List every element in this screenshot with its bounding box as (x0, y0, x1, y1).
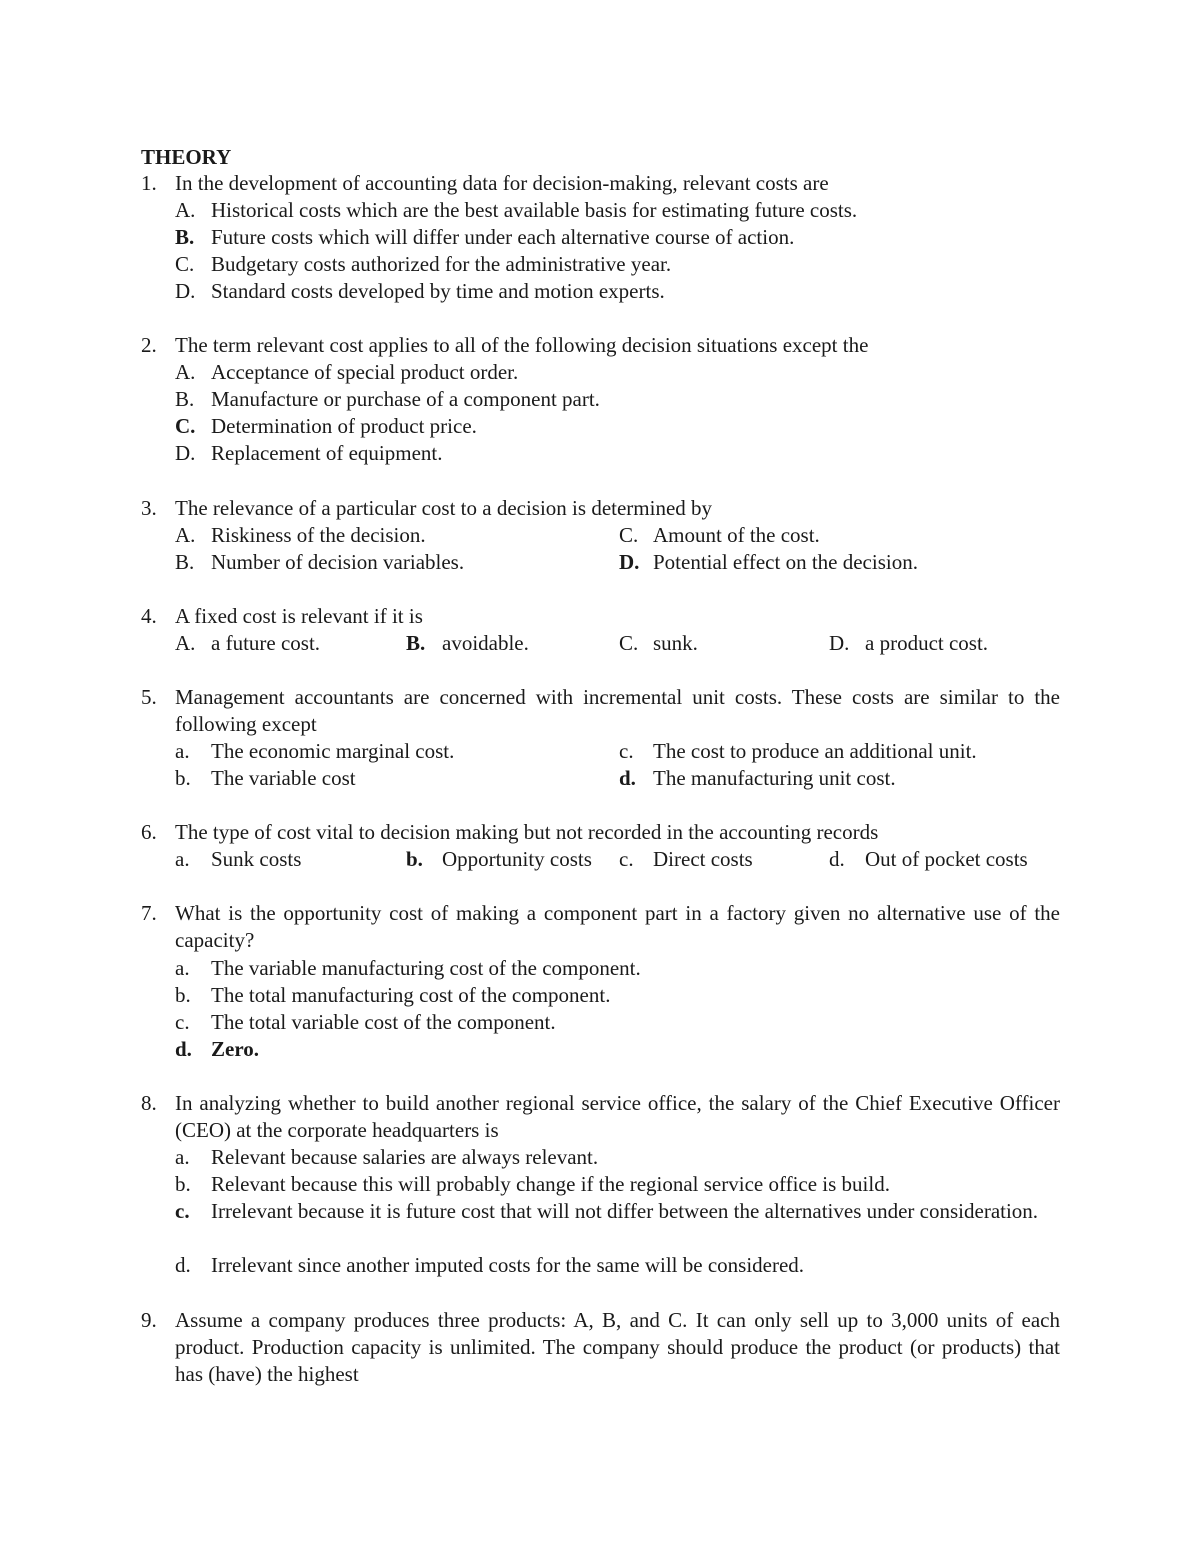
option-text: Relevant because salaries are always relevant. (211, 1145, 599, 1169)
question-text: What is the opportunity cost of making a component part in a factory given no alternative use of the capacity? (175, 901, 1060, 952)
option-text: Replacement of equipment. (211, 441, 443, 465)
question-text: The relevance of a particular cost to a decision is determined by (175, 496, 713, 520)
option-text-answer: Zero. (211, 1037, 260, 1061)
option-text: The variable manufacturing cost of the component. (211, 956, 641, 980)
question-number: 3. (141, 496, 157, 520)
option-label: B. (175, 387, 195, 411)
question-text: The type of cost vital to decision making but not recorded in the accounting records (175, 820, 879, 844)
question-text: In the development of accounting data for decision-making, relevant costs are (175, 171, 829, 195)
question-number: 7. (141, 901, 157, 925)
option-label: A. (175, 631, 196, 655)
option-label: D. (175, 279, 196, 303)
option-label: A. (175, 360, 196, 384)
section-heading: THEORY (141, 145, 232, 169)
option-text: The manufacturing unit cost. (653, 766, 896, 790)
option-label: c. (175, 1010, 190, 1034)
question-text: Assume a company produces three products: A, B, and C. It can only sell up to 3,000 units of each product. Production capacity is unlimited. The company should produce the product (or products) that has (have) the highest (175, 1308, 1060, 1386)
option-text: Out of pocket costs (865, 847, 1028, 871)
question-text: A fixed cost is relevant if it is (175, 604, 423, 628)
option-label: d. (829, 847, 845, 871)
option-label-answer: B. (406, 631, 426, 655)
option-label: a. (175, 847, 190, 871)
option-text: Manufacture or purchase of a component part. (211, 387, 600, 411)
option-text: Sunk costs (211, 847, 302, 871)
option-text: Opportunity costs (442, 847, 592, 871)
option-label-answer: D. (619, 550, 640, 574)
question-text: In analyzing whether to build another regional service office, the salary of the Chief Executive Officer (CEO) at the corporate headquarters is (175, 1091, 1060, 1142)
option-label: a. (175, 1145, 190, 1169)
option-label: a. (175, 956, 190, 980)
option-text: avoidable. (442, 631, 529, 655)
option-text: The economic marginal cost. (211, 739, 455, 763)
option-label: a. (175, 739, 190, 763)
question-number: 5. (141, 685, 157, 709)
option-label: C. (619, 523, 639, 547)
option-label-answer: d. (175, 1037, 192, 1061)
option-label: b. (175, 766, 191, 790)
option-label: B. (175, 550, 195, 574)
question-number: 4. (141, 604, 157, 628)
option-text: The total variable cost of the component. (211, 1010, 556, 1034)
option-label: c. (619, 739, 634, 763)
option-text: The total manufacturing cost of the component. (211, 983, 611, 1007)
option-text: Historical costs which are the best available basis for estimating future costs. (211, 198, 858, 222)
option-label: D. (829, 631, 850, 655)
option-text: Budgetary costs authorized for the administrative year. (211, 252, 672, 276)
option-text: Potential effect on the decision. (653, 550, 918, 574)
option-label-answer: B. (175, 225, 195, 249)
option-text: a product cost. (865, 631, 989, 655)
option-label: C. (619, 631, 639, 655)
question-text: Management accountants are concerned with incremental unit costs. These costs are similar to the following except (175, 685, 1060, 736)
option-label: d. (175, 1253, 191, 1277)
question-number: 2. (141, 333, 157, 357)
option-text: sunk. (653, 631, 698, 655)
option-label-answer: d. (619, 766, 636, 790)
option-text: The cost to produce an additional unit. (653, 739, 977, 763)
option-text: Amount of the cost. (653, 523, 820, 547)
option-text: The variable cost (211, 766, 356, 790)
option-label: C. (175, 252, 195, 276)
question-number: 9. (141, 1308, 157, 1332)
option-text: Irrelevant since another imputed costs for the same will be considered. (211, 1253, 805, 1277)
option-text: Direct costs (653, 847, 753, 871)
question-number: 6. (141, 820, 157, 844)
option-text: Irrelevant because it is future cost that will not differ between the alternatives under consideration. (211, 1199, 1039, 1223)
option-text: Relevant because this will probably change if the regional service office is build. (211, 1172, 890, 1196)
option-text: Number of decision variables. (211, 550, 465, 574)
option-label: c. (619, 847, 634, 871)
question-text: The term relevant cost applies to all of the following decision situations except the (175, 333, 869, 357)
option-text: Riskiness of the decision. (211, 523, 426, 547)
option-label: A. (175, 198, 196, 222)
option-label: b. (175, 983, 191, 1007)
option-label-answer: b. (406, 847, 423, 871)
option-label: b. (175, 1172, 191, 1196)
option-label: D. (175, 441, 196, 465)
question-number: 1. (141, 171, 157, 195)
option-text: Determination of product price. (211, 414, 477, 438)
option-label: A. (175, 523, 196, 547)
option-label-answer: c. (175, 1199, 190, 1223)
option-text: Standard costs developed by time and motion experts. (211, 279, 665, 303)
question-number: 8. (141, 1091, 157, 1115)
option-text: Future costs which will differ under each alternative course of action. (211, 225, 795, 249)
option-text: a future cost. (211, 631, 321, 655)
option-text: Acceptance of special product order. (211, 360, 519, 384)
option-label-answer: C. (175, 414, 196, 438)
